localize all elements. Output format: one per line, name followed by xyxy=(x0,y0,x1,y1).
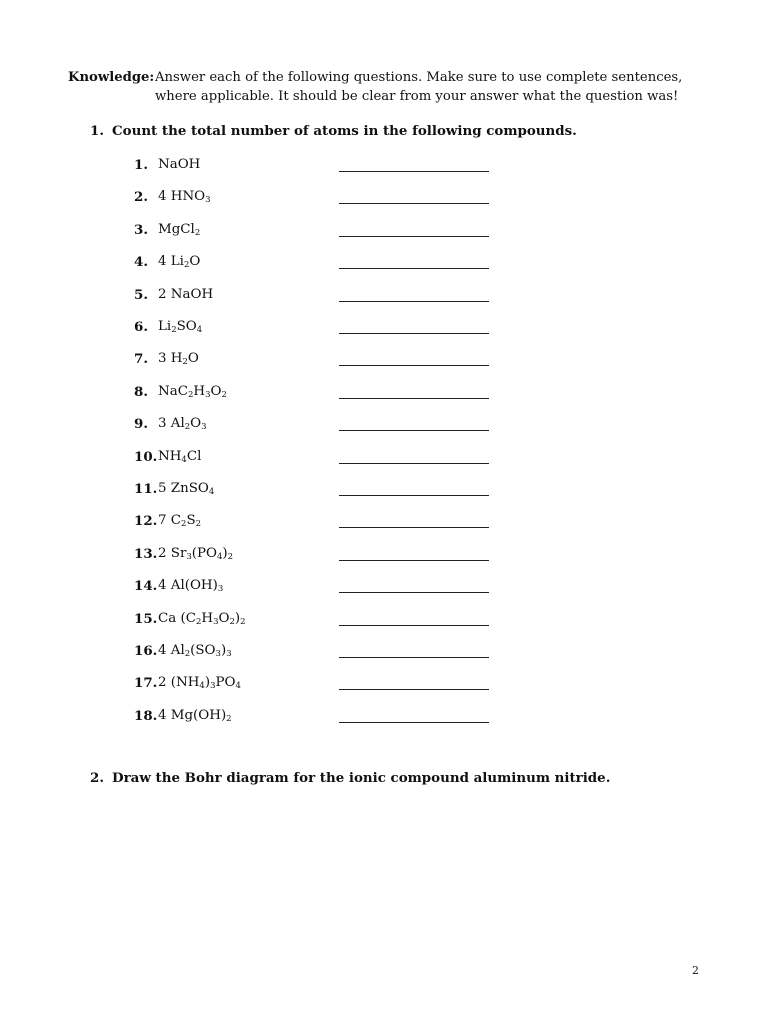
formula-subscript: 2 xyxy=(221,389,227,400)
formula-subscript: 2 xyxy=(171,325,177,335)
formula-text: O xyxy=(190,416,202,432)
compound-item xyxy=(134,287,494,307)
compound-formula xyxy=(158,189,211,204)
compound-item-number: 4. xyxy=(134,254,148,271)
formula-text: 4 Mg(OH) xyxy=(158,707,227,723)
answer-line[interactable] xyxy=(339,171,489,172)
compound-item xyxy=(134,319,494,339)
formula-subscript: 2 xyxy=(229,616,235,627)
answer-line[interactable] xyxy=(339,560,489,561)
formula-subscript: 3 xyxy=(217,584,224,595)
compound-formula xyxy=(158,416,207,431)
answer-line[interactable] xyxy=(339,592,489,593)
formula-text: ) xyxy=(234,610,241,626)
compound-item xyxy=(134,189,494,209)
formula-subscript: 3 xyxy=(210,681,216,692)
compound-item xyxy=(134,675,494,695)
answer-line[interactable] xyxy=(339,722,489,723)
formula-subscript: 2 xyxy=(184,649,191,659)
formula-text: H xyxy=(193,383,206,399)
formula-text: 3 Al xyxy=(158,416,185,432)
formula-text: NaC xyxy=(158,383,188,399)
formula-subscript: 3 xyxy=(215,649,221,659)
formula-subscript: 4 xyxy=(196,325,203,335)
formula-text: SO xyxy=(176,319,197,334)
formula-subscript: 2 xyxy=(240,616,246,627)
compound-item xyxy=(134,708,494,728)
answer-line[interactable] xyxy=(339,463,489,464)
question-1-prompt: Count the total number of atoms in the following compounds. xyxy=(112,123,577,139)
compound-item-number: 9. xyxy=(134,416,148,433)
formula-text: O xyxy=(189,254,201,270)
formula-subscript: 4 xyxy=(208,487,215,497)
answer-line[interactable] xyxy=(339,301,489,302)
compound-formula xyxy=(158,611,246,626)
formula-subscript: 3 xyxy=(205,389,211,400)
answer-line[interactable] xyxy=(339,398,489,399)
formula-text: NaOH xyxy=(158,157,201,172)
formula-subscript: 3 xyxy=(201,422,207,433)
formula-text: Ca (C xyxy=(158,610,196,626)
formula-text: 4 Al xyxy=(158,643,185,658)
compound-item-number: 17. xyxy=(134,675,158,692)
compound-item xyxy=(134,578,494,598)
formula-subscript: 2 xyxy=(187,389,194,400)
formula-text: 5 ZnSO xyxy=(158,481,209,496)
formula-subscript: 3 xyxy=(213,616,219,627)
answer-line[interactable] xyxy=(339,495,489,496)
answer-line[interactable] xyxy=(339,689,489,690)
answer-line[interactable] xyxy=(339,268,489,269)
answer-line[interactable] xyxy=(339,625,489,626)
formula-subscript: 2 xyxy=(194,227,201,238)
formula-subscript: 4 xyxy=(181,454,187,465)
formula-text: 3 H xyxy=(158,351,183,367)
compound-item-number: 8. xyxy=(134,383,148,400)
compound-formula xyxy=(158,546,233,561)
formula-subscript: 3 xyxy=(226,649,232,659)
compound-item xyxy=(134,254,494,274)
formula-text: S xyxy=(186,513,196,529)
formula-text: ) xyxy=(204,675,211,691)
formula-subscript: 2 xyxy=(181,519,187,530)
compound-formula xyxy=(158,675,241,690)
compound-item xyxy=(134,611,494,631)
compound-item xyxy=(134,546,494,566)
formula-text: O xyxy=(187,351,199,367)
formula-text: O xyxy=(218,610,230,626)
formula-text: 2 NaOH xyxy=(158,286,214,302)
formula-text: Li xyxy=(158,319,172,334)
formula-text: ) xyxy=(222,545,228,561)
compound-formula xyxy=(158,222,200,237)
knowledge-label: Knowledge: xyxy=(68,70,155,85)
question-2-prompt: Draw the Bohr diagram for the ionic compound aluminum nitride. xyxy=(112,770,611,786)
compound-formula xyxy=(158,254,200,269)
compound-item-number: 1. xyxy=(134,157,148,173)
compound-item-number: 18. xyxy=(134,707,158,724)
formula-text: 4 HNO xyxy=(158,189,206,205)
formula-subscript: 2 xyxy=(195,616,202,627)
compound-item-number: 11. xyxy=(134,481,158,497)
compound-item-number: 10. xyxy=(134,448,158,465)
compound-item-number: 14. xyxy=(134,578,158,595)
compound-item xyxy=(134,513,494,533)
compound-formula xyxy=(158,157,200,172)
formula-subscript: 2 xyxy=(184,422,191,433)
compound-item-number: 13. xyxy=(134,545,158,562)
compound-item xyxy=(134,416,494,436)
compound-item-number: 3. xyxy=(134,221,148,238)
compound-item xyxy=(134,157,494,177)
compound-formula xyxy=(158,449,201,464)
question-1-number: 1. xyxy=(90,123,104,139)
compound-item-number: 16. xyxy=(134,643,158,659)
compound-item xyxy=(134,481,494,501)
formula-subscript: 2 xyxy=(227,551,234,562)
compound-item-number: 2. xyxy=(134,189,148,206)
compound-formula xyxy=(158,384,227,399)
formula-text: 4 Al(OH) xyxy=(158,578,218,594)
formula-subscript: 3 xyxy=(205,195,211,206)
formula-text: PO xyxy=(215,675,236,691)
compound-item xyxy=(134,643,494,663)
formula-text: MgCl xyxy=(158,221,195,237)
formula-subscript: 4 xyxy=(217,551,223,562)
formula-text: H xyxy=(201,610,214,626)
compound-item-number: 15. xyxy=(134,610,158,627)
knowledge-text: Answer each of the following questions. Make sure to use complete sentences, where applicable. It should be clear from your answer what the question was! xyxy=(155,70,683,104)
compound-item-number: 12. xyxy=(134,513,158,530)
formula-subscript: 2 xyxy=(183,260,190,271)
compound-formula xyxy=(158,287,213,302)
formula-subscript: 4 xyxy=(235,681,241,692)
compound-item-number: 7. xyxy=(134,351,148,368)
formula-text: 2 (NH xyxy=(158,675,200,691)
compound-formula xyxy=(158,578,223,593)
formula-subscript: 2 xyxy=(195,519,202,530)
formula-text: (PO xyxy=(191,545,217,561)
compound-item xyxy=(134,384,494,404)
compound-formula xyxy=(158,481,214,496)
answer-line[interactable] xyxy=(339,333,489,334)
formula-text: 4 Li xyxy=(158,254,184,270)
formula-subscript: 3 xyxy=(186,551,192,562)
answer-line[interactable] xyxy=(339,203,489,204)
formula-text: NH xyxy=(158,448,182,464)
compound-item-number: 6. xyxy=(134,319,148,335)
formula-subscript: 2 xyxy=(226,713,232,724)
compound-item-number: 5. xyxy=(134,286,148,303)
compound-item xyxy=(134,222,494,242)
page-number: 2 xyxy=(692,964,699,977)
compound-formula xyxy=(158,643,232,658)
compound-formula xyxy=(158,351,199,366)
compound-formula xyxy=(158,708,232,723)
compound-item xyxy=(134,351,494,371)
formula-subscript: 4 xyxy=(199,681,205,692)
formula-subscript: 2 xyxy=(182,357,188,368)
formula-text: Cl xyxy=(186,448,202,464)
answer-line[interactable] xyxy=(339,430,489,431)
answer-line[interactable] xyxy=(339,527,489,528)
formula-text: 7 C xyxy=(158,513,182,529)
compound-formula xyxy=(158,513,201,528)
compound-formula xyxy=(158,319,202,334)
question-2-number: 2. xyxy=(90,770,104,786)
answer-line[interactable] xyxy=(339,236,489,237)
formula-text: O xyxy=(210,383,222,399)
formula-text: (SO xyxy=(190,643,216,658)
answer-line[interactable] xyxy=(339,657,489,658)
compound-item xyxy=(134,449,494,469)
answer-line[interactable] xyxy=(339,365,489,366)
formula-text: ) xyxy=(220,643,227,658)
formula-text: 2 Sr xyxy=(158,545,187,561)
